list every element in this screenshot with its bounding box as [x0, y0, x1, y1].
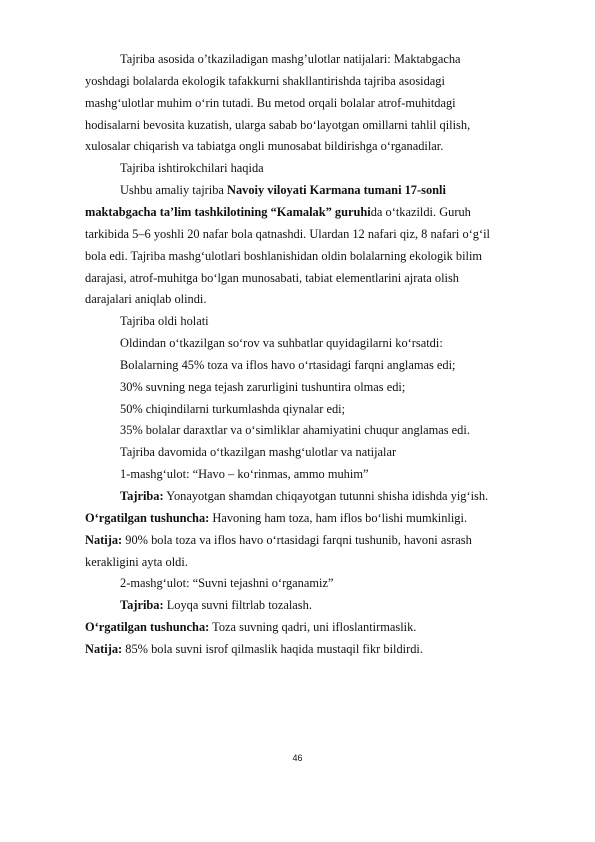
text-line: xulosalar chiqarish va tabiatga ongli munosabat bildirishga o‘rganadilar.	[85, 139, 444, 154]
text-run: 85% bola suvni isrof qilmaslik haqida mustaqil fikr bildirdi.	[122, 641, 423, 656]
bold-run: Tajriba:	[120, 598, 164, 613]
text-line: Tajriba davomida o‘tkazilgan mashg‘ulotlar va natijalar	[120, 445, 397, 460]
text-run: Toza suvning qadri, uni ifloslantirmaslik.	[209, 620, 417, 635]
page-number: 46	[292, 753, 303, 763]
text-run: 90% bola toza va iflos havo o‘rtasidagi farqni tushunib, havoni asrash	[122, 532, 472, 547]
text-line: 30% suvning nega tejash zarurligini tushuntira olmas edi;	[120, 379, 406, 394]
text-line	[120, 598, 557, 613]
text-line: Oldindan o‘tkazilgan so‘rov va suhbatlar quyidagilarni ko‘rsatdi:	[120, 336, 443, 351]
bold-run: O‘rgatilgan tushuncha:	[85, 620, 210, 635]
text-line: tarkibida 5–6 yoshli 20 nafar bola qatnashdi. Ulardan 12 nafari qiz, 8 nafari o‘g‘il	[85, 226, 490, 241]
text-run: da o‘tkazildi. Guruh	[370, 204, 471, 219]
text-line: 2-mashg‘ulot: “Suvni tejashni o‘rganamiz”	[120, 576, 334, 591]
text-line: 1-mashg‘ulot: “Havo – ko‘rinmas, ammo muhim”	[120, 467, 369, 482]
text-line	[120, 183, 557, 198]
text-line	[85, 533, 557, 548]
bold-run: maktabgacha ta’lim tashkilotining “Kamalak” guruhi	[85, 204, 371, 219]
text-line	[120, 489, 557, 504]
text-line	[85, 511, 557, 526]
text-line: yoshdagi bolalarda ekologik tafakkurni shakllantirishda tajriba asosidagi	[85, 73, 445, 88]
text-line: Tajriba asosida o’tkaziladigan mashg’ulotlar natijalari: Maktabgacha	[120, 52, 461, 66]
text-run: Yonayotgan shamdan chiqayotgan tutunni shisha idishda yig‘ish.	[163, 489, 489, 503]
text-line	[85, 205, 557, 220]
text-run: Ushbu amaliy tajriba	[120, 183, 228, 198]
text-line	[85, 620, 557, 635]
text-line: mashg‘ulotlar muhim o‘rin tutadi. Bu metod orqali bolalar atrof-muhitdagi	[85, 95, 456, 110]
text-line: 50% chiqindilarni turkumlashda qiynalar edi;	[120, 401, 346, 416]
text-line: hodisalarni bevosita kuzatish, ularga sabab bo‘layotgan omillarni tahlil qilish,	[85, 117, 471, 132]
bold-run: Tajriba:	[120, 489, 164, 503]
text-run: Loyqa suvni filtrlab tozalash.	[163, 598, 312, 613]
bold-run: Natija:	[85, 641, 123, 656]
text-run: Havoning ham toza, ham iflos bo‘lishi mumkinligi.	[209, 510, 468, 525]
text-line: kerakligini ayta oldi.	[85, 554, 188, 569]
bold-run: Navoiy viloyati Karmana tumani 17-sonli	[227, 183, 446, 198]
text-line: Bolalarning 45% toza va iflos havo o‘rtasidagi farqni anglamas edi;	[120, 357, 456, 372]
text-line: darajasi, atrof-muhitga bo‘lgan munosabati, tabiat elementlarini ajrata olish	[85, 270, 459, 285]
bold-run: Natija:	[85, 532, 123, 547]
text-line: 35% bolalar daraxtlar va o‘simliklar ahamiyatini chuqur anglamas edi.	[120, 423, 470, 438]
text-line: Tajriba ishtirokchilari haqida	[120, 161, 264, 176]
text-line	[85, 642, 557, 657]
bold-run: O‘rgatilgan tushuncha:	[85, 510, 210, 525]
text-line: bola edi. Tajriba mashg‘ulotlari boshlanishidan oldin bolalarning ekologik bilim	[85, 248, 483, 263]
text-line: darajalari aniqlab olindi.	[85, 292, 207, 307]
text-line: Tajriba oldi holati	[120, 314, 209, 329]
